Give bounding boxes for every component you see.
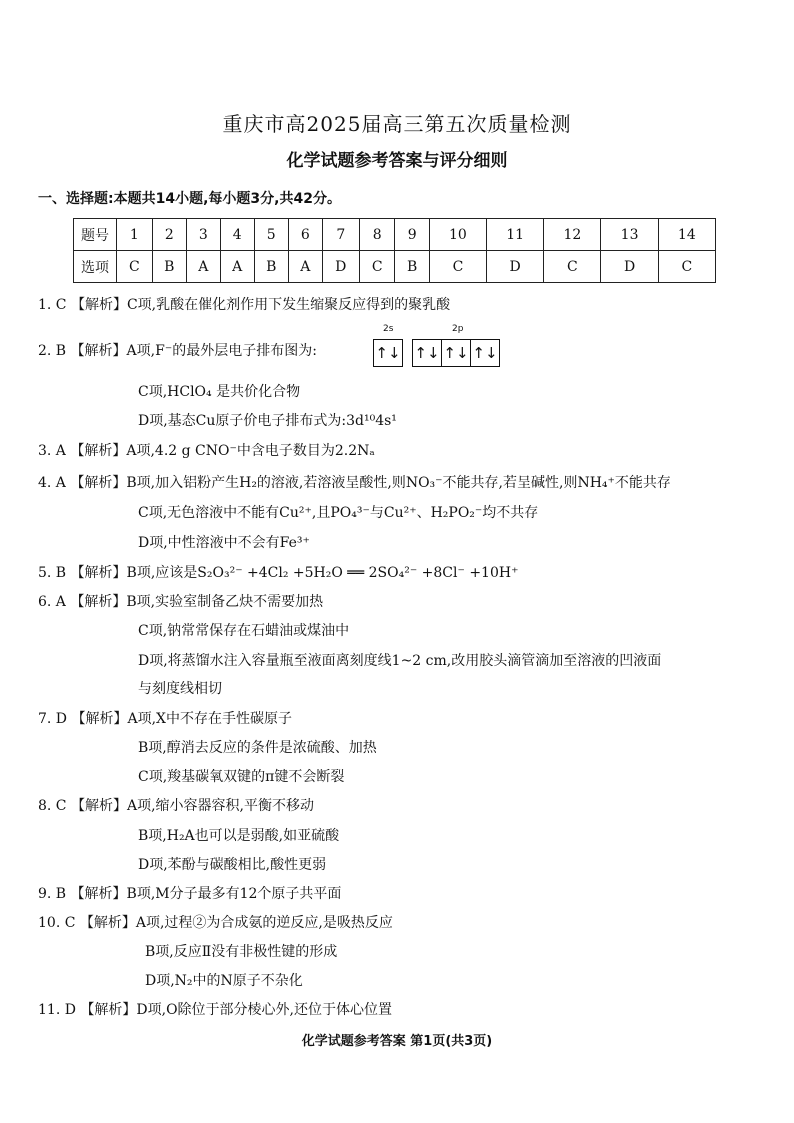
answer-line-4: 4. A 【解析】B项,加入铝粉产生H₂的溶液,若溶液呈酸性,则NO₃⁻不能共存,若呈碱性,则NH₄⁺不能共存 <box>38 475 671 491</box>
table-cell: C <box>117 251 153 283</box>
table-cell: 3 <box>186 219 220 251</box>
answer-line-6d: D项,将蒸馏水注入容量瓶至液面离刻度线1~2 cm,改用胶头滴管滴加至溶液的凹液面 <box>138 653 662 669</box>
answer-table <box>73 218 716 283</box>
table-row-numbers <box>74 219 716 251</box>
table-cell: 12 <box>544 219 601 251</box>
table-cell: A <box>186 251 220 283</box>
answer-line-11: 11. D 【解析】D项,O除位于部分棱心外,还位于体心位置 <box>38 1002 392 1018</box>
row-label-number: 题号 <box>74 219 117 251</box>
answer-line-4c: C项,无色溶液中不能有Cu²⁺,且PO₄³⁻与Cu²⁺、H₂PO₂⁻均不共存 <box>138 505 539 521</box>
table-cell: A <box>220 251 254 283</box>
answer-line-9: 9. B 【解析】B项,M分子最多有12个原子共平面 <box>38 886 342 902</box>
answer-line-6c: C项,钠常常保存在石蜡油或煤油中 <box>138 623 350 639</box>
table-cell: A <box>288 251 322 283</box>
answer-line-8: 8. C 【解析】A项,缩小容器容积,平衡不移动 <box>38 798 314 814</box>
answer-line-4d: D项,中性溶液中不会有Fe³⁺ <box>138 535 310 551</box>
answer-line-10: 10. C 【解析】A项,过程②为合成氨的逆反应,是吸热反应 <box>38 915 393 931</box>
row-label-answer: 选项 <box>74 251 117 283</box>
table-row-answers <box>74 251 716 283</box>
orbital-box-2p <box>412 339 500 367</box>
answer-line-8b: B项,H₂A也可以是弱酸,如亚硫酸 <box>138 828 340 844</box>
table-cell: 9 <box>395 219 429 251</box>
answer-line-2c: C项,HClO₄ 是共价化合物 <box>138 384 301 400</box>
table-cell: 2 <box>152 219 186 251</box>
page-subtitle: 化学试题参考答案与评分细则 <box>286 151 508 171</box>
orbital-cell: ↑↓ <box>375 344 401 362</box>
answer-line-2: 2. B 【解析】A项,F⁻的最外层电子排布图为: <box>38 343 317 359</box>
orbital-label-2s: 2s <box>383 324 394 334</box>
orbital-cell: ↑↓ <box>441 340 470 366</box>
table-cell: C <box>544 251 601 283</box>
orbital-label-2p: 2p <box>452 324 464 334</box>
orbital-box-2s <box>373 339 403 367</box>
table-cell: 8 <box>359 219 395 251</box>
answer-line-2d: D项,基态Cu原子价电子排布式为:3d¹⁰4s¹ <box>138 413 397 429</box>
table-cell: C <box>359 251 395 283</box>
answer-line-8d: D项,苯酚与碳酸相比,酸性更弱 <box>138 857 327 873</box>
table-cell: C <box>658 251 715 283</box>
table-cell: D <box>487 251 544 283</box>
answer-line-7: 7. D 【解析】A项,X中不存在手性碳原子 <box>38 711 293 727</box>
table-cell: 11 <box>487 219 544 251</box>
section-heading: 一、选择题:本题共14小题,每小题3分,共42分。 <box>38 191 341 207</box>
answer-line-1: 1. C 【解析】C项,乳酸在催化剂作用下发生缩聚反应得到的聚乳酸 <box>38 297 451 313</box>
table-cell: B <box>395 251 429 283</box>
orbital-cell: ↑↓ <box>414 344 440 362</box>
table-cell: 13 <box>601 219 658 251</box>
answer-line-10d: D项,N₂中的N原子不杂化 <box>145 973 303 989</box>
answer-line-6: 6. A 【解析】B项,实验室制备乙炔不需要加热 <box>38 594 324 610</box>
table-cell: B <box>254 251 288 283</box>
page-title: 重庆市高2025届高三第五次质量检测 <box>222 112 572 136</box>
table-cell: 10 <box>429 219 486 251</box>
table-cell: 7 <box>322 219 359 251</box>
answer-line-6d-cont: 与刻度线相切 <box>138 681 222 697</box>
table-cell: D <box>322 251 359 283</box>
table-cell: 14 <box>658 219 715 251</box>
page-footer: 化学试题参考答案 第1页(共3页) <box>301 1034 493 1049</box>
answer-line-3: 3. A 【解析】A项,4.2 g CNO⁻中含电子数目为2.2Nₐ <box>38 443 375 459</box>
answer-line-7b: B项,醇消去反应的条件是浓硫酸、加热 <box>138 740 377 756</box>
table-cell: 6 <box>288 219 322 251</box>
answer-line-7c: C项,羧基碳氧双键的π键不会断裂 <box>138 769 345 785</box>
table-cell: C <box>429 251 486 283</box>
table-cell: B <box>152 251 186 283</box>
table-cell: 4 <box>220 219 254 251</box>
table-cell: 5 <box>254 219 288 251</box>
answer-line-10b: B项,反应Ⅱ没有非极性键的形成 <box>145 944 338 960</box>
table-cell: 1 <box>117 219 153 251</box>
orbital-cell: ↑↓ <box>470 340 499 366</box>
table-cell: D <box>601 251 658 283</box>
answer-line-5: 5. B 【解析】B项,应该是S₂O₃²⁻ +4Cl₂ +5H₂O ══ 2SO₄²⁻ +8Cl⁻ +10H⁺ <box>38 565 519 581</box>
